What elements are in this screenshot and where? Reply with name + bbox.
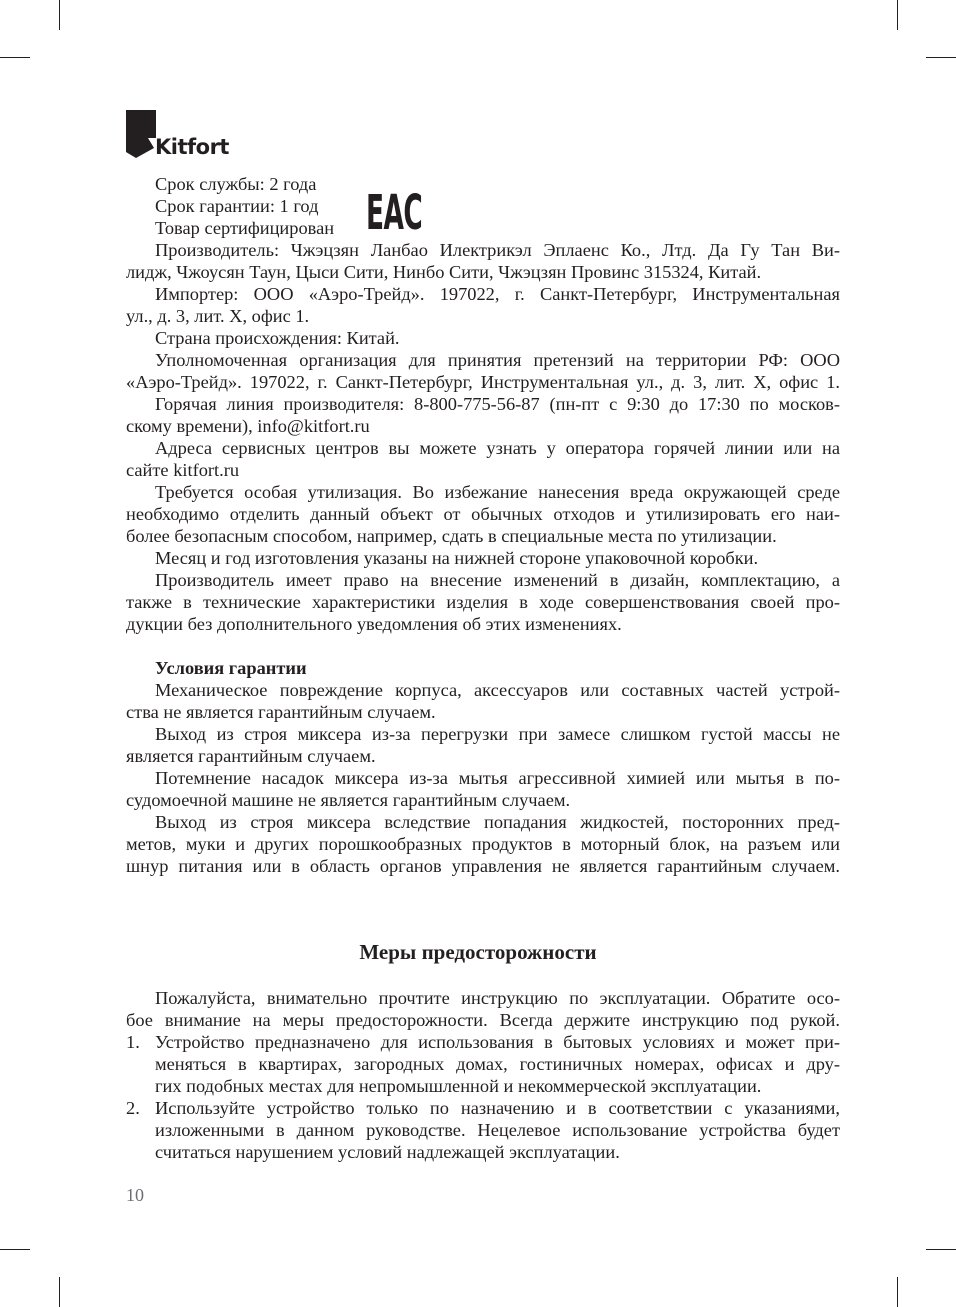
text-line: ства не является гарантийным случаем. bbox=[126, 702, 436, 722]
text-line: необходимо отделить данный объект от обычных отходов и утилизировать его наи- bbox=[126, 504, 840, 524]
paragraph bbox=[126, 173, 840, 195]
paragraph bbox=[126, 767, 840, 811]
text-line: шнур питания или в область органов управления не является гарантийным случаем. bbox=[126, 856, 840, 876]
text-line: Срок службы: 2 года bbox=[155, 174, 317, 194]
warranty-section bbox=[126, 657, 840, 877]
text-line: ул., д. 3, лит. Х, офис 1. bbox=[126, 306, 310, 326]
paragraph bbox=[126, 437, 840, 481]
text-line: Выход из строя миксера вследствие попадания жидкостей, посторонних пред- bbox=[155, 812, 840, 832]
list-number: 2. bbox=[126, 1098, 140, 1118]
list-item-text bbox=[155, 1097, 840, 1163]
text-line: Страна происхождения: Китай. bbox=[155, 328, 400, 348]
warranty-title: Условия гарантии bbox=[155, 658, 307, 678]
text-line: более безопасным способом, например, сдать в специальные места по утилизации. bbox=[126, 526, 777, 546]
text-line: лидж, Чжоусян Таун, Цыси Сити, Нинбо Сити, Чжэцзян Провинс 315324, Китай. bbox=[126, 262, 762, 282]
crop-mark bbox=[0, 57, 30, 58]
text-line: Производитель имеет право на внесение изменений в дизайн, комплектацию, а bbox=[155, 570, 840, 590]
paragraph bbox=[126, 327, 840, 349]
text-line: судомоечной машине не является гарантийным случаем. bbox=[126, 790, 571, 810]
text-line: Срок гарантии: 1 год bbox=[155, 196, 319, 216]
crop-mark bbox=[59, 1277, 60, 1307]
paragraph bbox=[126, 723, 840, 767]
precautions-section bbox=[126, 987, 840, 1163]
intro-paragraph bbox=[126, 987, 840, 1031]
paragraph bbox=[126, 811, 840, 877]
brand-logo-text: Kitfort bbox=[155, 135, 229, 159]
info-block bbox=[126, 173, 840, 635]
text-line: Пожалуйста, внимательно прочтите инструкцию по эксплуатации. Обратите осо- bbox=[155, 988, 840, 1008]
text-line: Горячая линия производителя: 8-800-775-56-87 (пн-пт с 9:30 до 17:30 по москов- bbox=[155, 394, 840, 414]
paragraph bbox=[126, 283, 840, 327]
list-number: 1. bbox=[126, 1032, 140, 1052]
text-line: бое внимание на меры предосторожности. Всегда держите инструкцию под рукой. bbox=[126, 1010, 840, 1030]
eac-certification-mark: EAC bbox=[366, 185, 423, 241]
crop-mark bbox=[926, 1249, 956, 1250]
text-line: Уполномоченная организация для принятия претензий на территории РФ: ООО bbox=[155, 350, 840, 370]
paragraph bbox=[126, 195, 840, 217]
text-line: метов, муки и других порошкообразных продуктов в моторный блок, на разъем или bbox=[126, 834, 840, 854]
text-line: Выход из строя миксера из-за перегрузки при замесе слишком густой массы не bbox=[155, 724, 840, 744]
paragraph bbox=[126, 217, 840, 239]
text-line: Требуется особая утилизация. Во избежание нанесения вреда окружающей среде bbox=[155, 482, 840, 502]
text-line: Адреса сервисных центров вы можете узнать у оператора горячей линии или на bbox=[155, 438, 840, 458]
text-line: Потемнение насадок миксера из-за мытья агрессивной химией или мытья в по- bbox=[155, 768, 840, 788]
text-line: Товар сертифицирован bbox=[155, 218, 335, 238]
text-line: Импортер: ООО «Аэро-Трейд». 197022, г. Санкт-Петербург, Инструментальная bbox=[155, 284, 840, 304]
text-line: сайте kitfort.ru bbox=[126, 460, 240, 480]
text-line: является гарантийным случаем. bbox=[126, 746, 376, 766]
text-line: считаться нарушением условий надлежащей эксплуатации. bbox=[155, 1142, 620, 1162]
text-line: Производитель: Чжэцзян Ланбао Илектрикэл Эплаенс Ко., Лтд. Да Гу Тан Ви- bbox=[155, 240, 840, 260]
crop-mark bbox=[0, 1249, 30, 1250]
crop-mark bbox=[59, 0, 60, 30]
text-line: дукции без дополнительного уведомления об этих изменениях. bbox=[126, 614, 622, 634]
text-line: также в технические характеристики изделия в ходе совершенствования своей про- bbox=[126, 592, 840, 612]
text-line: меняться в квартирах, загородных домах, гостиничных номерах, офисах и дру- bbox=[155, 1054, 840, 1074]
text-line: гих подобных местах для непромышленной и некоммерческой эксплуатации. bbox=[155, 1076, 762, 1096]
precautions-title: Меры предосторожности bbox=[359, 940, 597, 964]
text-line: изложенными в данном руководстве. Нецелевое использование устройства будет bbox=[155, 1120, 840, 1140]
text-line: Месяц и год изготовления указаны на нижней стороне упаковочной коробки. bbox=[155, 548, 759, 568]
crop-mark bbox=[897, 1277, 898, 1307]
crop-mark bbox=[897, 0, 898, 30]
paragraph bbox=[126, 569, 840, 635]
text-line: Устройство предназначено для использования в бытовых условиях и может при- bbox=[155, 1032, 840, 1052]
list-item bbox=[126, 1097, 840, 1163]
paragraph bbox=[126, 239, 840, 283]
list-item bbox=[126, 1031, 840, 1097]
kitfort-logo-icon bbox=[126, 110, 156, 158]
text-line: Механическое повреждение корпуса, аксессуаров или составных частей устрой- bbox=[155, 680, 840, 700]
text-line: Используйте устройство только по назначению и в соответствии с указаниями, bbox=[155, 1098, 840, 1118]
paragraph bbox=[126, 349, 840, 393]
list-item-text bbox=[155, 1031, 840, 1097]
text-line: скому времени), info@kitfort.ru bbox=[126, 416, 370, 436]
paragraph bbox=[126, 481, 840, 547]
text-line: «Аэро-Трейд». 197022, г. Санкт-Петербург, Инструментальная ул., д. 3, лит. Х, офис 1. bbox=[126, 372, 840, 392]
paragraph bbox=[126, 393, 840, 437]
page-number: 10 bbox=[126, 1185, 144, 1205]
crop-mark bbox=[926, 57, 956, 58]
paragraph bbox=[126, 679, 840, 723]
paragraph bbox=[126, 547, 840, 569]
